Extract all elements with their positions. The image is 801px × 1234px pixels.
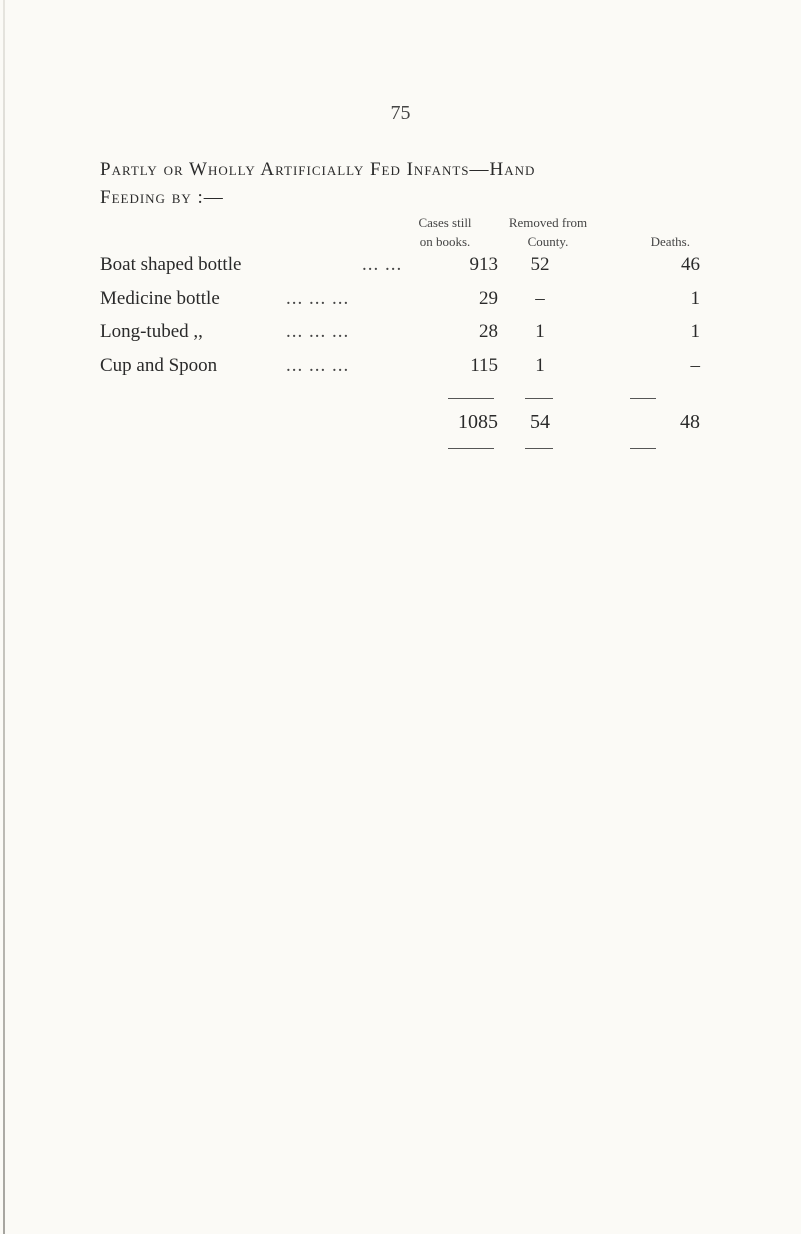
row-leader-dots: ... ... ... <box>286 321 350 342</box>
row-label: Cup and Spoon <box>100 355 218 376</box>
total-removed-value: 54 <box>530 411 550 433</box>
column-header-cases <box>395 213 495 251</box>
total-cases-value: 1085 <box>458 411 498 433</box>
subtotal-rule-removed <box>525 398 553 399</box>
row-deaths-value: 1 <box>690 321 700 342</box>
row-removed-value: 52 <box>530 254 550 275</box>
title-line-2: Feeding by :— <box>100 187 224 208</box>
title-line-1: Partly or Wholly Artificially Fed Infants—Hand <box>100 159 536 180</box>
table-row <box>100 321 700 353</box>
row-leader-dots: ... ... ... <box>286 288 350 309</box>
page-number: 75 <box>390 102 411 124</box>
row-cases-value: 913 <box>469 254 498 275</box>
table-row <box>100 288 700 320</box>
column-header-cases-line1: Cases still <box>418 215 472 230</box>
total-rule-cases <box>448 448 494 449</box>
column-header-deaths: Deaths. <box>650 234 690 249</box>
row-leader-dots: ... ... ... <box>286 355 350 376</box>
row-cases-value: 29 <box>479 288 498 309</box>
subtotal-rule-deaths <box>630 398 656 399</box>
table-row <box>100 254 700 286</box>
table-row <box>100 355 700 387</box>
row-deaths-value: – <box>690 355 700 376</box>
column-header-removed-line2: County. <box>527 234 569 249</box>
total-rule-deaths <box>630 448 656 449</box>
row-label: Long-tubed ,, <box>100 321 203 342</box>
page-edge-shadow <box>3 0 5 1234</box>
row-removed-value: 1 <box>535 321 545 342</box>
total-deaths-value: 48 <box>680 411 700 433</box>
subtotal-rule-cases <box>448 398 494 399</box>
row-cases-value: 28 <box>479 321 498 342</box>
row-cases-value: 115 <box>470 355 498 376</box>
row-deaths-value: 1 <box>690 288 700 309</box>
column-header-removed-line1: Removed from <box>508 215 588 230</box>
row-label: Medicine bottle <box>100 288 220 309</box>
column-header-cases-line2: on books. <box>419 234 471 249</box>
row-removed-value: – <box>535 288 545 309</box>
totals-row <box>100 411 700 443</box>
row-removed-value: 1 <box>535 355 545 376</box>
total-rule-removed <box>525 448 553 449</box>
row-label: Boat shaped bottle <box>100 254 242 275</box>
row-leader-dots: ... ... <box>362 254 403 275</box>
section-title <box>100 156 780 212</box>
row-deaths-value: 46 <box>681 254 700 275</box>
